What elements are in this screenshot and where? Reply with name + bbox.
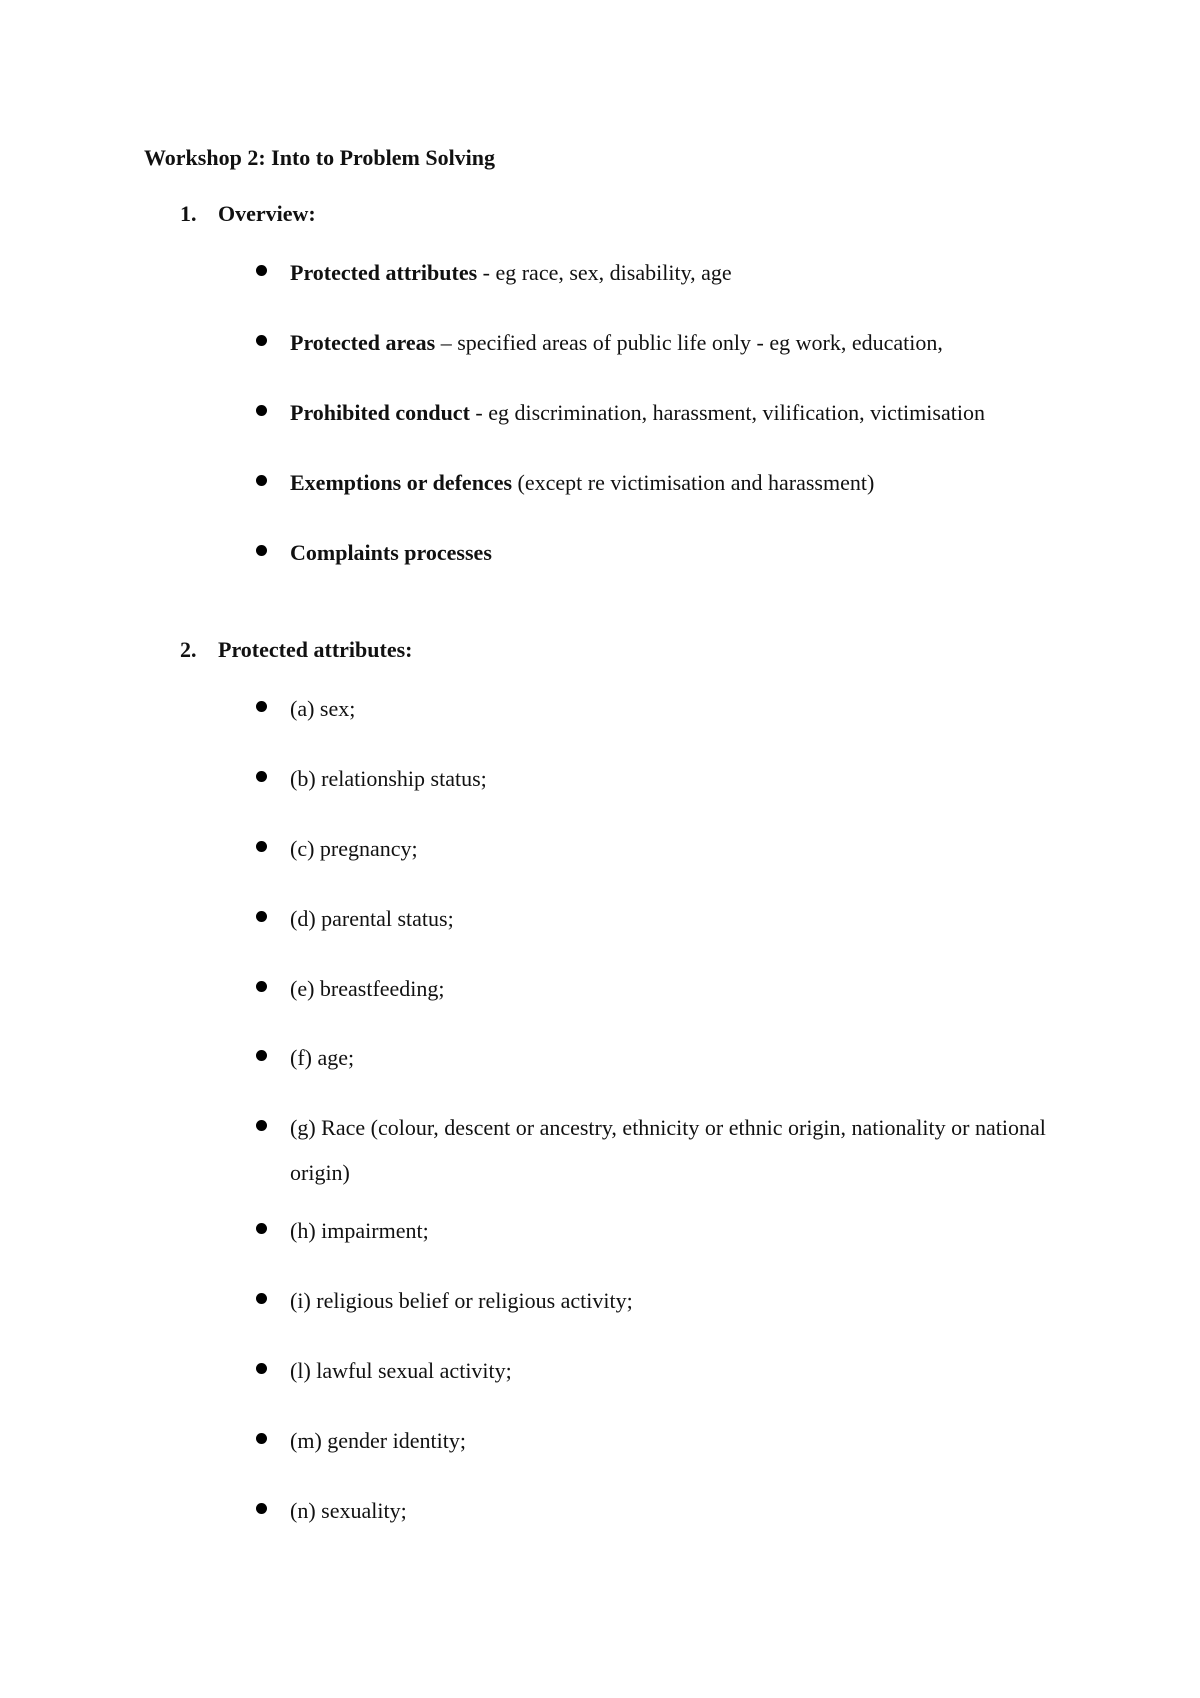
bullet-icon [256,1363,267,1374]
bullet-icon [256,701,267,712]
section-heading-overview [180,200,316,228]
list-item-text: (c) pregnancy; [290,836,418,861]
list-item-text: (f) age; [290,1045,355,1070]
list-item-term: Prohibited conduct [290,400,470,425]
bullet-icon [256,545,267,556]
list-item-term: Complaints processes [290,540,492,565]
bullet-icon [256,911,267,922]
list-item-term: Protected areas [290,330,436,355]
list-item-detail: - eg race, sex, disability, age [477,260,732,285]
list-item-text: (g) Race (colour, descent or ancestry, ethnicity or ethnic origin, nationality or national origin) [290,1115,1046,1185]
bullet-icon [256,1293,267,1304]
bullet-icon [256,841,267,852]
bullet-icon [256,1050,267,1061]
bullet-icon [256,771,267,782]
bullet-icon [256,1120,267,1131]
bullet-icon [256,1503,267,1514]
list-item-text: (m) gender identity; [290,1428,466,1453]
list-item-term: Protected attributes [290,260,478,285]
list-item-detail: (except re victimisation and harassment) [512,470,875,495]
list-item-text: (a) sex; [290,696,356,721]
bullet-icon [256,475,267,486]
bullet-icon [256,265,267,276]
list-item-text [290,390,1080,435]
list-item-text: (i) religious belief or religious activity; [290,1288,633,1313]
list-item-detail: – specified areas of public life only - eg work, education, [435,330,943,355]
section-title: Overview: [218,201,316,226]
list-item-term: Exemptions or defences [290,470,513,495]
list-item-text [290,320,1080,365]
list-item-text: (b) relationship status; [290,766,487,791]
list-item-text: (l) lawful sexual activity; [290,1358,512,1383]
list-item-text [290,460,1080,505]
bullet-icon [256,1433,267,1444]
bullet-icon [256,1223,267,1234]
list-item-text: (h) impairment; [290,1218,429,1243]
bullet-icon [256,981,267,992]
bullet-icon [256,405,267,416]
document-title: Workshop 2: Into to Problem Solving [144,145,496,170]
list-item-text [290,530,1080,575]
list-item-detail: - eg discrimination, harassment, vilification, victimisation [469,400,985,425]
section-heading-protected-attributes [180,636,412,664]
list-item-text: (e) breastfeeding; [290,976,445,1001]
list-item-text: (d) parental status; [290,906,454,931]
section-number: 2. [180,637,197,662]
bullet-icon [256,335,267,346]
list-item-text: (n) sexuality; [290,1498,407,1523]
list-item-text [290,250,1080,295]
section-number: 1. [180,201,197,226]
section-title: Protected attributes: [218,637,413,662]
